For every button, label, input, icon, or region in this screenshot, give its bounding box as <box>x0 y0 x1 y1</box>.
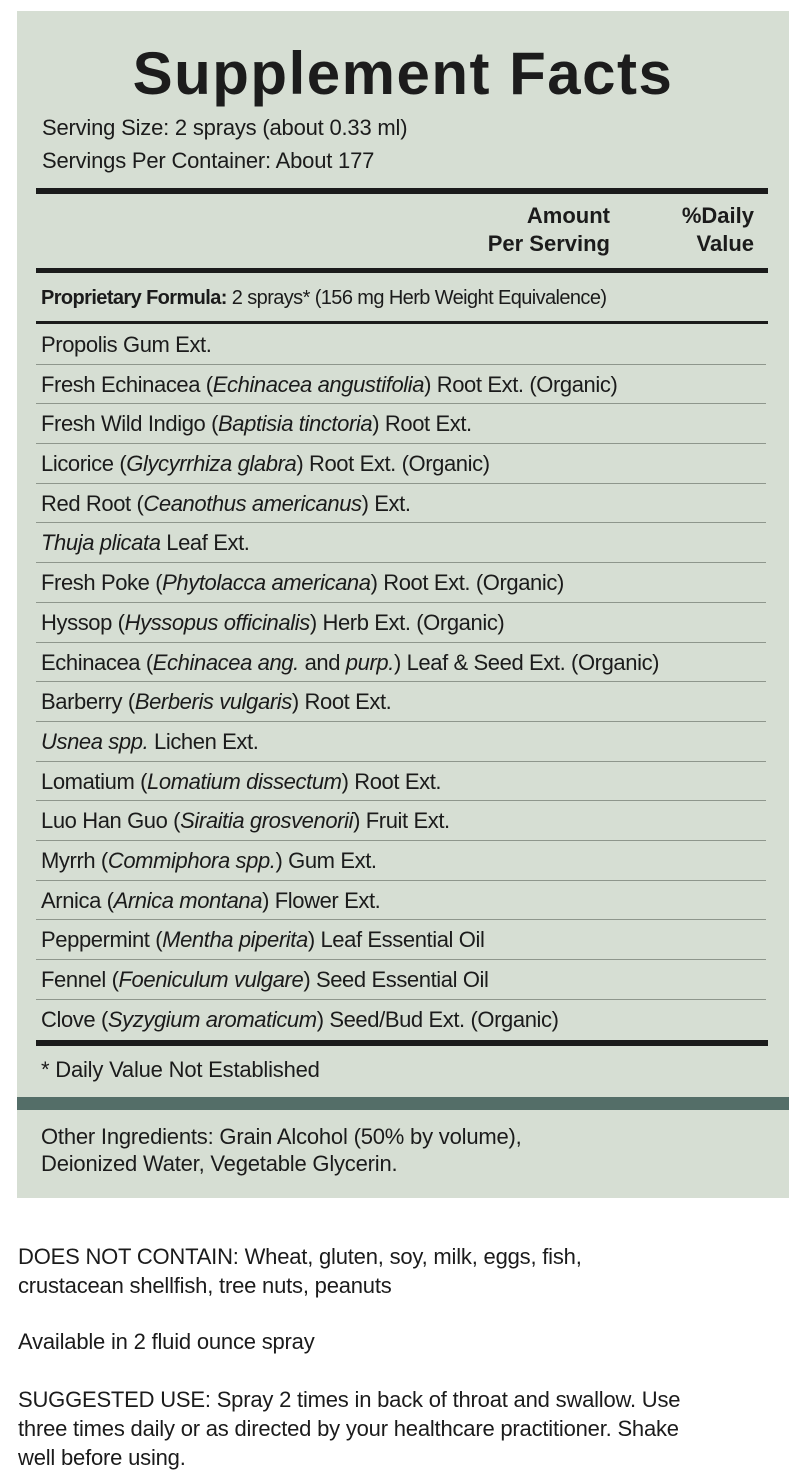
ingredient-row: Fresh Poke (Phytolacca americana) Root Ext. (Organic) <box>36 563 766 603</box>
ingredient-row: Peppermint (Mentha piperita) Leaf Essential Oil <box>36 920 766 960</box>
suggested-use-line2: three times daily or as directed by your healthcare practitioner. Shake <box>18 1416 679 1441</box>
serving-size: Serving Size: 2 sprays (about 0.33 ml) <box>42 115 408 140</box>
availability: Available in 2 fluid ounce spray <box>18 1329 315 1354</box>
suggested-use <box>18 1385 793 1472</box>
suggested-use-line3: well before using. <box>18 1445 186 1470</box>
ingredient-row: Licorice (Glycyrrhiza glabra) Root Ext. (Organic) <box>36 444 766 484</box>
does-not-contain-line2: crustacean shellfish, tree nuts, peanuts <box>18 1273 392 1298</box>
ingredient-row: Echinacea (Echinacea ang. and purp.) Leaf & Seed Ext. (Organic) <box>36 643 766 683</box>
does-not-contain <box>18 1242 793 1300</box>
ingredient-row: Fennel (Foeniculum vulgare) Seed Essential Oil <box>36 960 766 1000</box>
amount-header-line1: Amount <box>526 203 610 228</box>
label-title: Supplement Facts <box>132 40 674 107</box>
ingredient-row: Fresh Wild Indigo (Baptisia tinctoria) Root Ext. <box>36 404 766 444</box>
daily-value-header <box>637 202 754 258</box>
ingredient-row: Myrrh (Commiphora spp.) Gum Ext. <box>36 841 766 881</box>
other-ingredients-line2: Deionized Water, Vegetable Glycerin. <box>41 1151 398 1176</box>
ingredient-row: Arnica (Arnica montana) Flower Ext. <box>36 881 766 921</box>
thick-rule-header <box>36 268 768 273</box>
amount-header-line2: Per Serving <box>487 231 610 256</box>
ingredient-row: Luo Han Guo (Siraitia grosvenorii) Fruit Ext. <box>36 801 766 841</box>
ingredient-row: Red Root (Ceanothus americanus) Ext. <box>36 484 766 524</box>
daily-value-footnote: * Daily Value Not Established <box>41 1057 320 1082</box>
other-ingredients <box>41 1123 761 1177</box>
divider-band <box>17 1097 789 1110</box>
amount-per-serving-header <box>397 202 610 258</box>
ingredient-row: Propolis Gum Ext. <box>36 325 766 365</box>
thick-rule-bottom <box>36 1040 768 1046</box>
dv-header-line1: %Daily <box>681 203 754 228</box>
rule-after-proprietary <box>36 321 768 324</box>
proprietary-formula-value: 2 sprays* (156 mg Herb Weight Equivalence) <box>226 287 607 309</box>
proprietary-formula <box>41 285 606 311</box>
ingredient-row: Clove (Syzygium aromaticum) Seed/Bud Ext. (Organic) <box>41 1006 559 1032</box>
proprietary-formula-label: Proprietary Formula: <box>41 287 227 309</box>
does-not-contain-line1: DOES NOT CONTAIN: Wheat, gluten, soy, milk, eggs, fish, <box>18 1244 582 1269</box>
ingredient-row: Lomatium (Lomatium dissectum) Root Ext. <box>36 762 766 802</box>
servings-per-container: Servings Per Container: About 177 <box>42 148 375 173</box>
ingredient-row: Barberry (Berberis vulgaris) Root Ext. <box>36 682 766 722</box>
ingredient-row: Hyssop (Hyssopus officinalis) Herb Ext. (Organic) <box>36 603 766 643</box>
supplement-facts-panel <box>17 11 789 1198</box>
ingredient-row: Thuja plicata Leaf Ext. <box>36 523 766 563</box>
ingredient-list <box>36 325 766 1038</box>
ingredient-row: Usnea spp. Lichen Ext. <box>36 722 766 762</box>
thick-rule-top <box>36 188 768 194</box>
dv-header-line2: Value <box>696 231 754 256</box>
suggested-use-line1: SUGGESTED USE: Spray 2 times in back of throat and swallow. Use <box>18 1387 681 1412</box>
other-ingredients-line1: Other Ingredients: Grain Alcohol (50% by volume), <box>41 1124 522 1149</box>
ingredient-row: Fresh Echinacea (Echinacea angustifolia) Root Ext. (Organic) <box>36 365 766 405</box>
